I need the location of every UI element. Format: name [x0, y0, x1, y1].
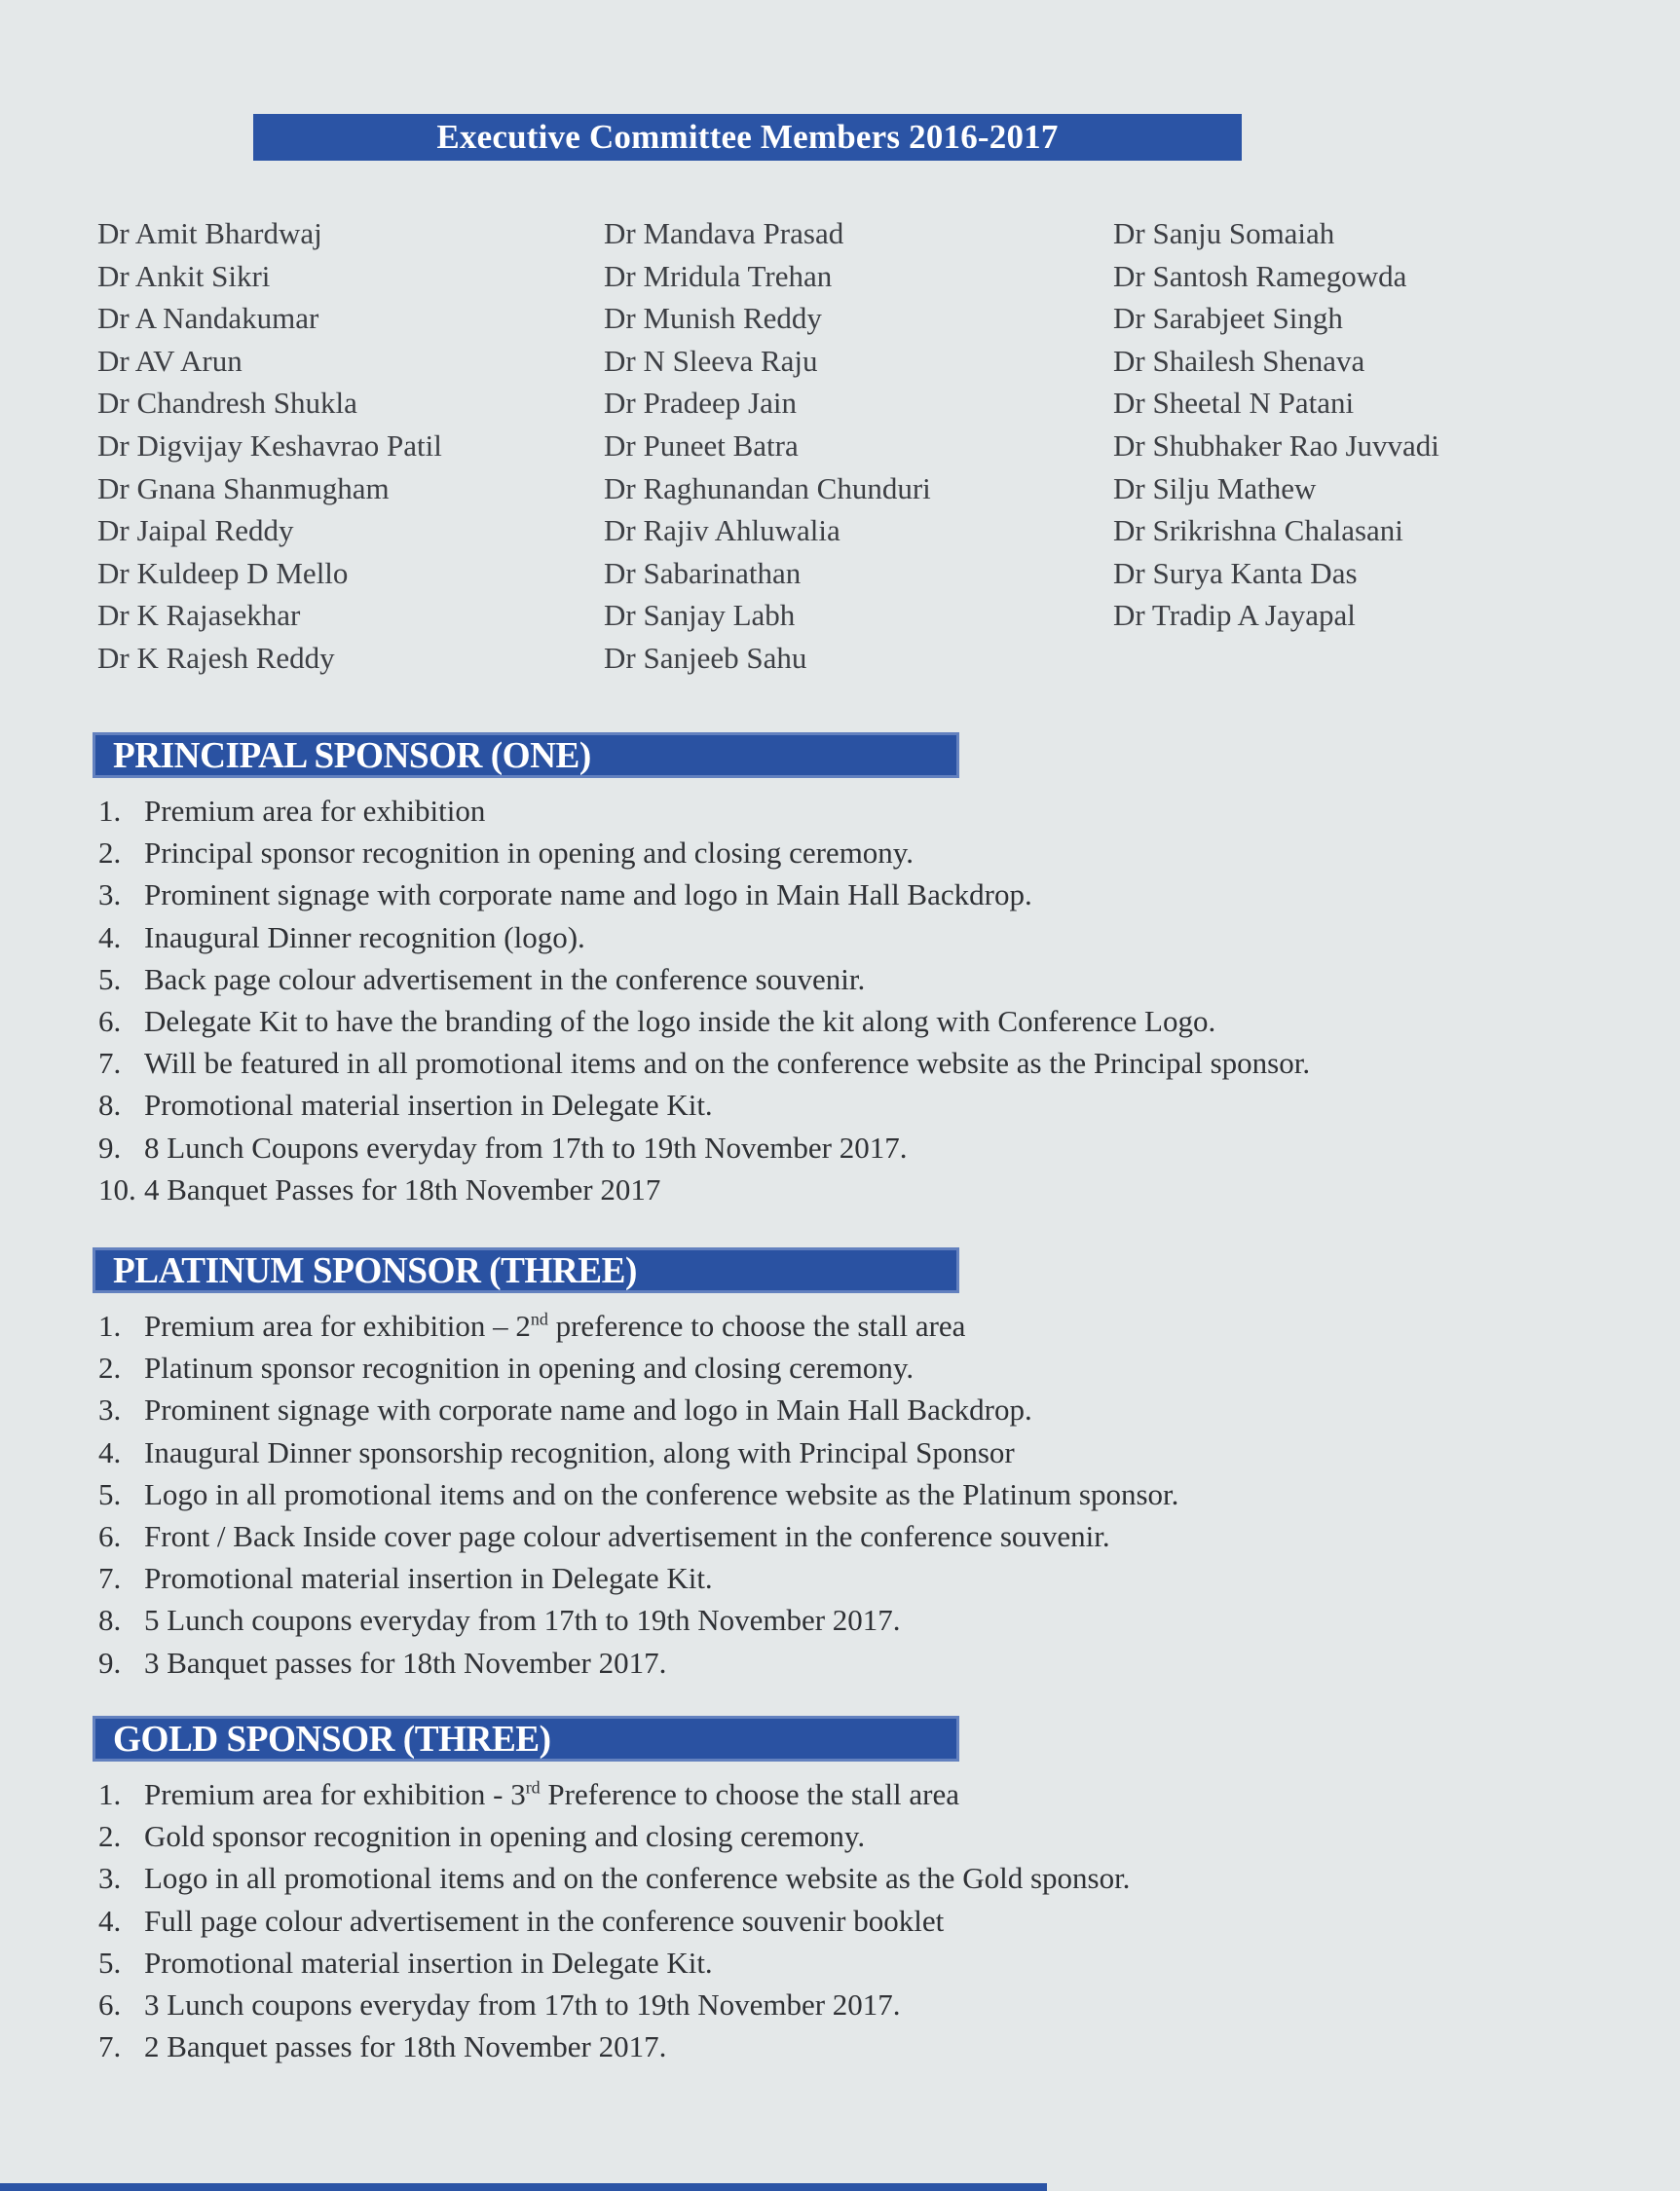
committee-member: Dr Sheetal N Patani: [1113, 386, 1355, 421]
section-gold-sponsor: [93, 1716, 1587, 2067]
committee-member: Dr Tradip A Jayapal: [1113, 598, 1356, 633]
gold-sponsor-benefits: [93, 1773, 1587, 2067]
item-text: 8 Lunch Coupons everyday from 17th to 19th November 2017.: [144, 1130, 908, 1165]
committee-member: Dr Rajiv Ahluwalia: [604, 513, 840, 548]
item-number: 3.: [98, 1393, 122, 1428]
section-title: PLATINUM SPONSOR (THREE): [113, 1249, 637, 1291]
principal-sponsor-banner: [93, 732, 959, 778]
item-text: Logo in all promotional items and on the conference website as the Gold sponsor.: [144, 1861, 1131, 1896]
item-number: 1.: [98, 1777, 122, 1811]
item-text: Promotional material insertion in Delegate Kit.: [144, 1088, 713, 1123]
benefit-item: [93, 1515, 1587, 1557]
principal-sponsor-benefits: [93, 790, 1587, 1210]
gold-sponsor-banner: [93, 1716, 959, 1762]
platinum-sponsor-banner: [93, 1247, 959, 1293]
benefit-item: [93, 1557, 1587, 1599]
committee-member: Dr Surya Kanta Das: [1113, 555, 1358, 590]
committee-member: Dr Sanjay Labh: [604, 598, 796, 633]
item-number: 5.: [98, 1476, 122, 1511]
committee-member: Dr Mandava Prasad: [604, 216, 844, 250]
item-number: 5.: [98, 1945, 122, 1980]
section-title: PRINCIPAL SPONSOR (ONE): [113, 734, 591, 776]
item-number: 9.: [98, 1645, 122, 1680]
section-title: GOLD SPONSOR (THREE): [113, 1718, 551, 1760]
benefit-item: [93, 1084, 1587, 1126]
item-text: Platinum sponsor recognition in opening and closing ceremony.: [144, 1351, 915, 1386]
benefit-item: [93, 1127, 1587, 1169]
committee-column-3: [1113, 212, 1624, 680]
item-number: 3.: [98, 1861, 122, 1896]
committee-member: Dr Raghunandan Chunduri: [604, 470, 931, 505]
item-number: 1.: [98, 1309, 122, 1343]
item-number: 8.: [98, 1088, 122, 1123]
committee-member: Dr Pradeep Jain: [604, 386, 797, 421]
item-text: Delegate Kit to have the branding of the logo inside the kit along with Conference Logo.: [144, 1004, 1216, 1039]
benefit-item: [93, 832, 1587, 873]
committee-members: [97, 212, 1624, 680]
item-text: 2 Banquet passes for 18th November 2017.: [144, 2029, 667, 2064]
benefit-item: [93, 1942, 1587, 1984]
item-text: Premium area for exhibition - 3rd Preference to choose the stall area: [144, 1777, 960, 1811]
committee-member: Dr Mridula Trehan: [604, 258, 833, 293]
section-principal-sponsor: [93, 732, 1587, 1210]
item-text: Promotional material insertion in Delegate Kit.: [144, 1945, 713, 1980]
item-text: Logo in all promotional items and on the conference website as the Platinum sponsor.: [144, 1476, 1179, 1511]
item-text: Will be featured in all promotional items and on the conference website as the Principal sponsor.: [144, 1046, 1311, 1081]
committee-member: Dr Jaipal Reddy: [97, 513, 294, 548]
item-number: 7.: [98, 2029, 122, 2064]
benefit-item: [93, 790, 1587, 832]
benefit-item: [93, 1857, 1587, 1899]
committee-member: Dr Sabarinathan: [604, 555, 802, 590]
committee-member: Dr Sanjeeb Sahu: [604, 640, 807, 675]
item-number: 6.: [98, 1004, 122, 1039]
platinum-sponsor-benefits: [93, 1305, 1587, 1684]
item-number: 6.: [98, 1987, 122, 2023]
item-number: 4.: [98, 1903, 122, 1938]
benefit-item: [93, 1642, 1587, 1684]
committee-member: Dr Ankit Sikri: [97, 258, 271, 293]
item-text: Premium area for exhibition – 2nd preference to choose the stall area: [144, 1309, 966, 1343]
item-text: 3 Lunch coupons everyday from 17th to 19th November 2017.: [144, 1987, 901, 2023]
benefit-item: [93, 1815, 1587, 1857]
item-number: 6.: [98, 1519, 122, 1554]
benefit-item: [93, 916, 1587, 958]
item-text: 5 Lunch coupons everyday from 17th to 19th November 2017.: [144, 1603, 901, 1638]
benefit-item: [93, 958, 1587, 1000]
item-text: Prominent signage with corporate name and logo in Main Hall Backdrop.: [144, 877, 1032, 912]
item-text: Full page colour advertisement in the conference souvenir booklet: [144, 1903, 945, 1938]
benefit-item: [93, 1000, 1587, 1042]
benefit-item: [93, 1305, 1587, 1347]
committee-member: Dr Santosh Ramegowda: [1113, 258, 1407, 293]
committee-member: Dr N Sleeva Raju: [604, 343, 818, 378]
committee-member: Dr Puneet Batra: [604, 427, 799, 463]
item-number: 4.: [98, 1434, 122, 1469]
item-number: 4.: [98, 919, 122, 954]
item-text: Inaugural Dinner sponsorship recognition, along with Principal Sponsor: [144, 1434, 1015, 1469]
item-number: 5.: [98, 961, 122, 996]
page-title: Executive Committee Members 2016-2017: [436, 118, 1059, 156]
committee-column-2: [604, 212, 1113, 680]
item-text: Gold sponsor recognition in opening and closing ceremony.: [144, 1819, 866, 1854]
benefit-item: [93, 1347, 1587, 1389]
committee-member: Dr Silju Mathew: [1113, 470, 1317, 505]
benefit-item: [93, 1984, 1587, 2025]
benefit-item: [93, 1900, 1587, 1942]
committee-member: Dr Digvijay Keshavrao Patil: [97, 427, 442, 463]
committee-member: Dr Gnana Shanmugham: [97, 470, 390, 505]
committee-member: Dr K Rajasekhar: [97, 598, 301, 633]
item-text: Promotional material insertion in Delegate Kit.: [144, 1561, 713, 1596]
benefit-item: [93, 1042, 1587, 1084]
committee-member: Dr K Rajesh Reddy: [97, 640, 335, 675]
item-text: Premium area for exhibition: [144, 794, 486, 828]
benefit-item: [93, 1599, 1587, 1641]
item-text: 4 Banquet Passes for 18th November 2017: [144, 1171, 661, 1207]
item-number: 2.: [98, 1351, 122, 1386]
header-banner: [253, 114, 1242, 161]
item-text: Prominent signage with corporate name and logo in Main Hall Backdrop.: [144, 1393, 1032, 1428]
committee-member: Dr Shubhaker Rao Juvvadi: [1113, 427, 1439, 463]
committee-column-1: [97, 212, 604, 680]
item-number: 10.: [98, 1171, 136, 1207]
item-number: 2.: [98, 836, 122, 871]
item-text: Inaugural Dinner recognition (logo).: [144, 919, 585, 954]
item-number: 7.: [98, 1046, 122, 1081]
item-text: Principal sponsor recognition in opening and closing ceremony.: [144, 836, 915, 871]
item-number: 2.: [98, 1819, 122, 1854]
item-number: 8.: [98, 1603, 122, 1638]
committee-member: Dr Kuldeep D Mello: [97, 555, 349, 590]
benefit-item: [93, 1773, 1587, 1815]
item-text: Front / Back Inside cover page colour advertisement in the conference souvenir.: [144, 1519, 1110, 1554]
committee-member: Dr Sanju Somaiah: [1113, 216, 1335, 250]
committee-member: Dr Shailesh Shenava: [1113, 343, 1365, 378]
benefit-item: [93, 873, 1587, 915]
item-text: 3 Banquet passes for 18th November 2017.: [144, 1645, 667, 1680]
benefit-item: [93, 1389, 1587, 1430]
committee-member: Dr Amit Bhardwaj: [97, 216, 322, 250]
benefit-item: [93, 1431, 1587, 1473]
committee-member: Dr Sarabjeet Singh: [1113, 301, 1343, 336]
committee-member: Dr Srikrishna Chalasani: [1113, 513, 1403, 548]
section-platinum-sponsor: [93, 1247, 1587, 1684]
item-number: 1.: [98, 794, 122, 828]
item-text: Back page colour advertisement in the conference souvenir.: [144, 961, 866, 996]
benefit-item: [93, 2025, 1587, 2067]
committee-member: Dr AV Arun: [97, 343, 243, 378]
benefit-item: [93, 1473, 1587, 1515]
committee-member: Dr A Nandakumar: [97, 301, 319, 336]
committee-member: Dr Chandresh Shukla: [97, 386, 357, 421]
benefit-item: [93, 1169, 1587, 1210]
item-number: 3.: [98, 877, 122, 912]
item-number: 7.: [98, 1561, 122, 1596]
committee-member: Dr Munish Reddy: [604, 301, 822, 336]
bottom-accent-bar: [0, 2183, 1047, 2191]
item-number: 9.: [98, 1130, 122, 1165]
